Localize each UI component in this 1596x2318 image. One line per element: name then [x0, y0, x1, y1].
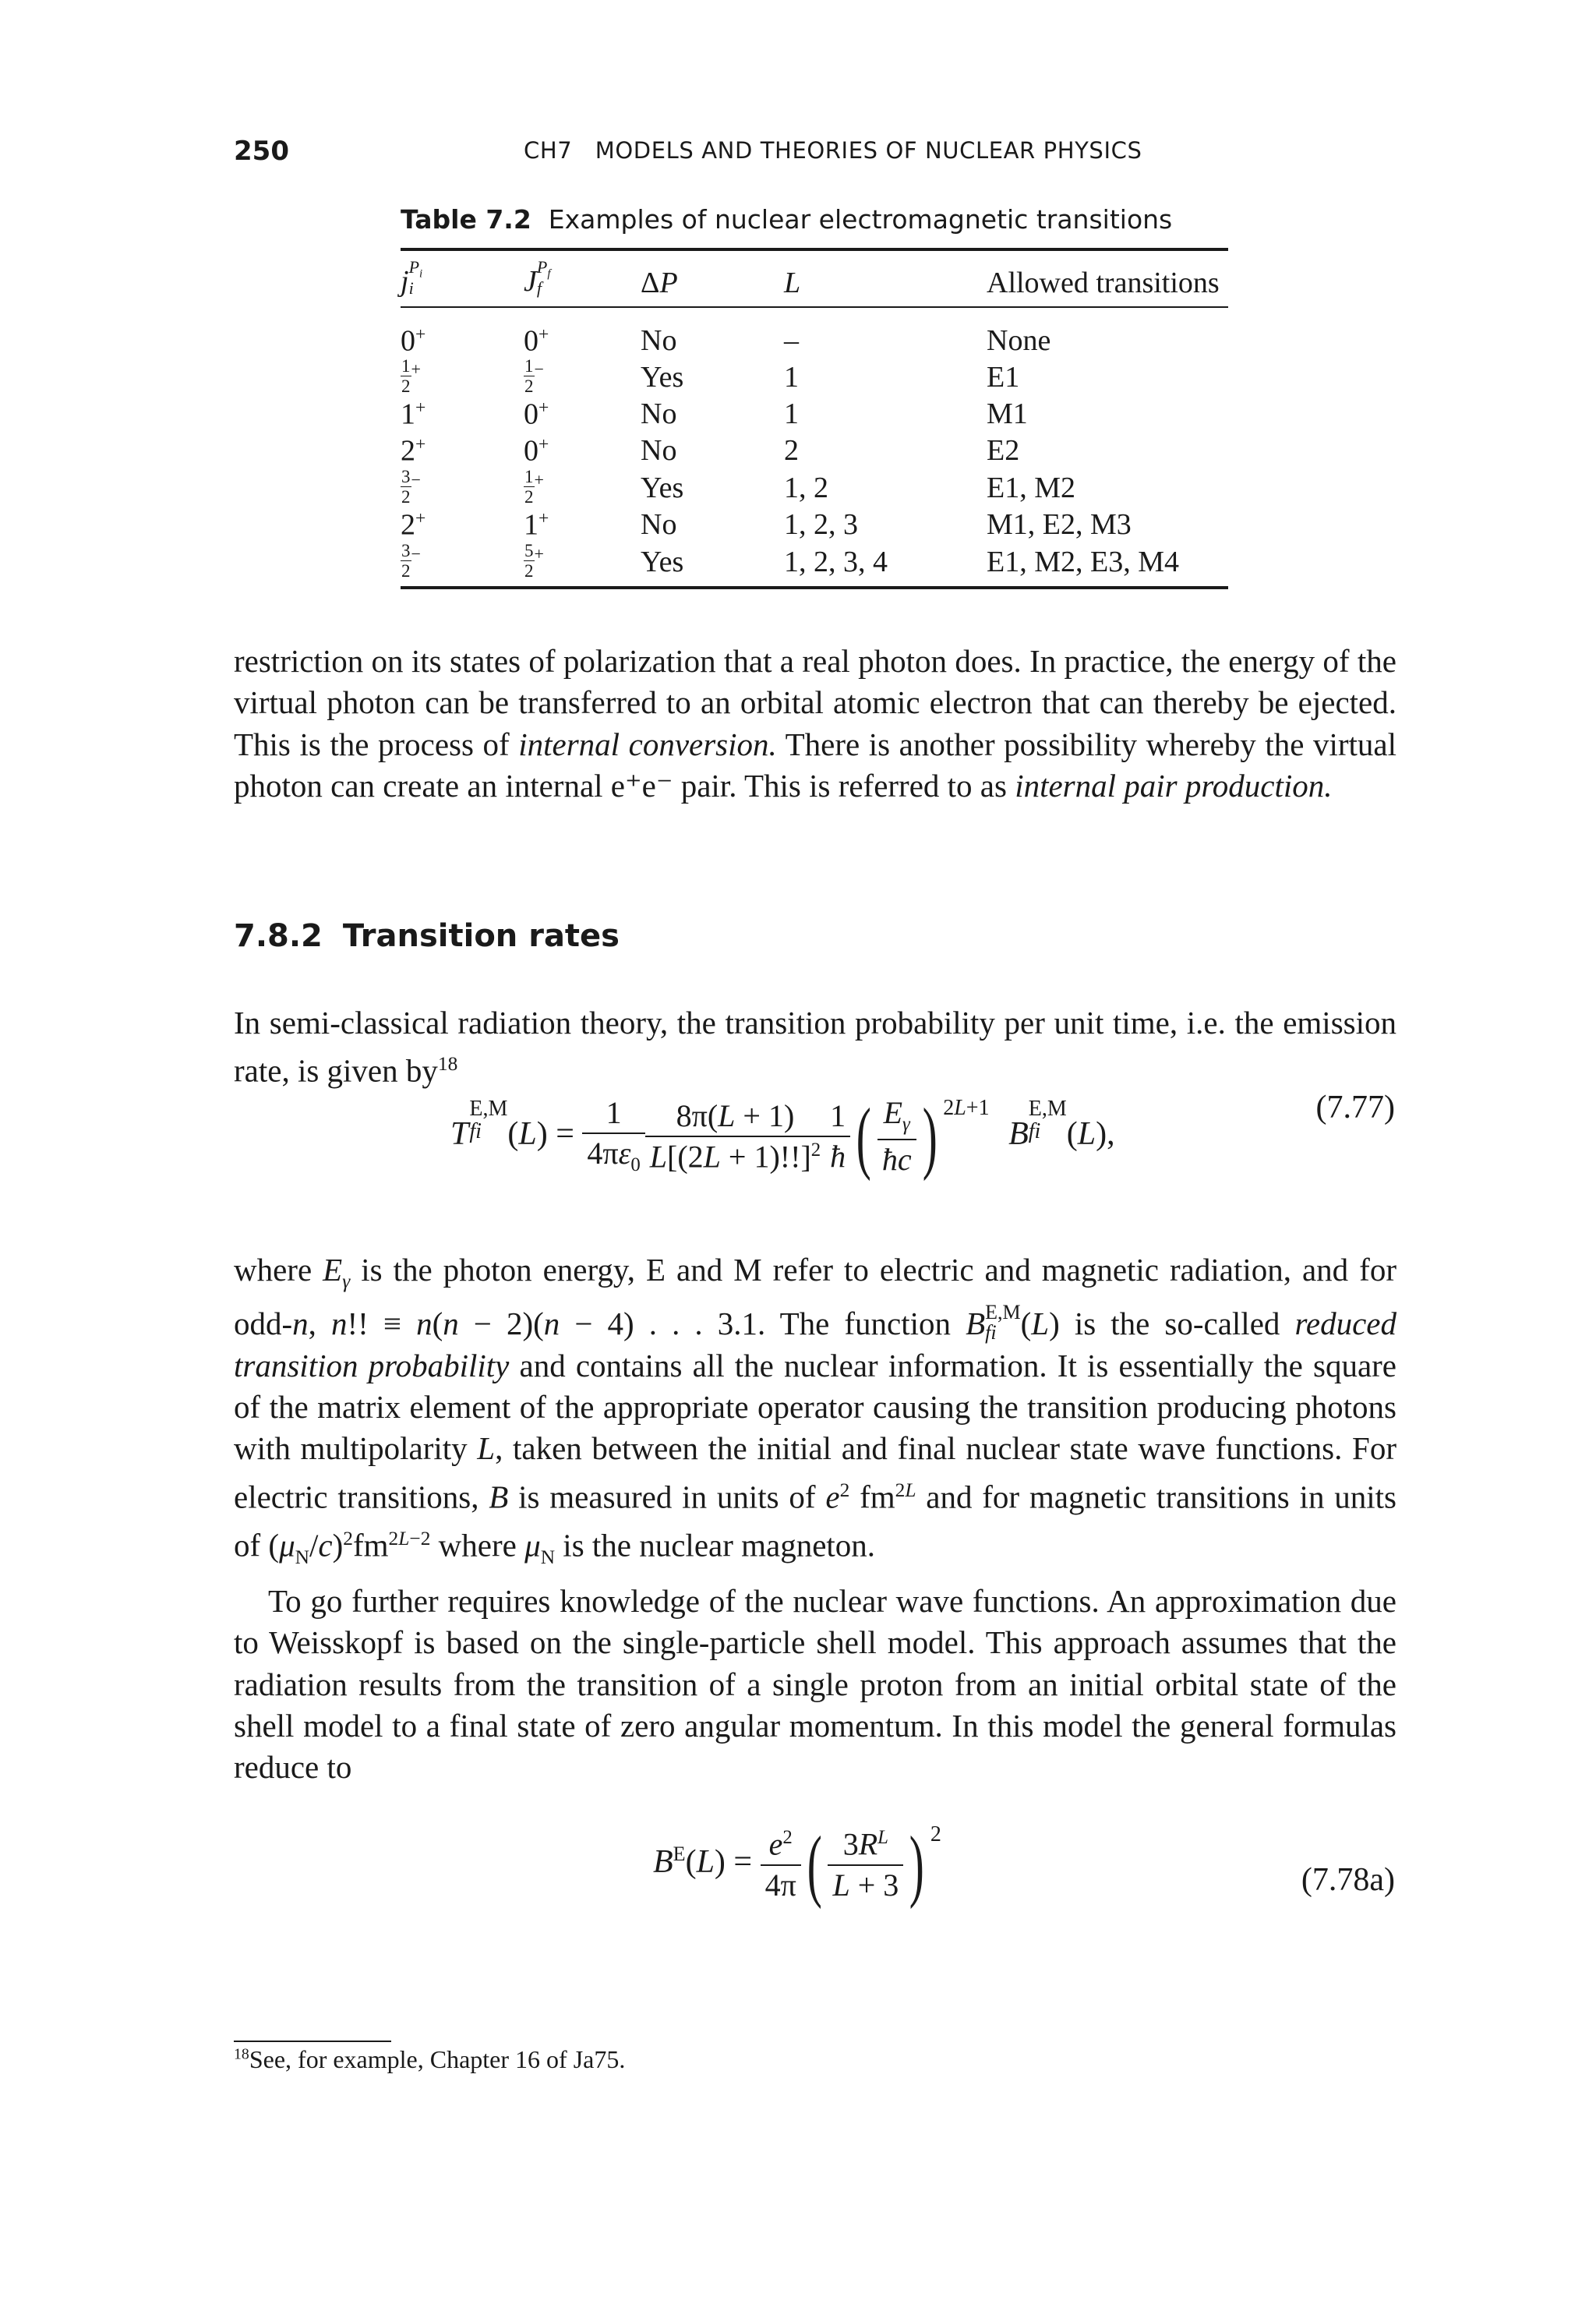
table-cell-allowed: E1	[987, 361, 1020, 394]
table-cell-dp: Yes	[641, 546, 684, 578]
paragraph-weisskopf: To go further requires knowledge of the nuclear wave functions. An approximation due to Weisskopf is based on the single-particle shell model. This approach assumes that the radiation results from the transition of a single proton from an initial orbital state of the shell model to a final state of zero angular momentum. In this model the general formulas reduce to	[234, 1583, 1396, 1786]
table-cell-allowed: M1, E2, M3	[987, 508, 1132, 541]
page-number: 250	[234, 136, 289, 167]
table-cell-ji: $\frac{1}{2}$ +	[401, 356, 421, 396]
section-title: Transition rates	[342, 918, 620, 954]
paragraph-emission-rate: In semi-classical radiation theory, the transition probability per unit time, i.e. the emission rate, is given $by^{18}$	[234, 1005, 1396, 1089]
table-cell-l: 1	[784, 398, 799, 430]
table-cell-dp: No	[641, 508, 677, 541]
table-top-rule	[401, 248, 1228, 251]
table-cell-jf: $\frac{1}{2}$ −	[524, 356, 544, 396]
table-cell-l: 1, 2	[784, 472, 828, 504]
footnote	[234, 2045, 625, 2074]
equation-number-7-78a: (7.78a)	[1301, 1862, 1395, 1898]
table-cell-allowed: E2	[987, 434, 1020, 467]
paragraph-internal-conversion: restriction on its states of polarization that a real photon does. In practice, the energy of the virtual photon can be transferred to an orbital atomic electron that can thereby be ejected. This is the process of internal conversion. There is another possibility whereby the virtual photon can create an internal e⁺e⁻ pair. This is referred to as internal pair production.	[234, 643, 1396, 804]
equation-number-7-77: (7.77)	[1315, 1090, 1395, 1125]
table-cell-ji: 2+	[401, 508, 426, 542]
table-label: Table 7.2	[401, 204, 531, 235]
table-title: Examples of nuclear electromagnetic transitions	[548, 204, 1173, 235]
table-cell-ji: 0+	[401, 324, 426, 358]
table-cell-dp: No	[641, 324, 677, 357]
table-cell-allowed: M1	[987, 398, 1028, 430]
table-cell-jf: $\frac{1}{2}$ +	[524, 467, 544, 507]
col-header-ji: $jP_i$ i	[401, 257, 423, 299]
table-cell-l: 1	[784, 361, 799, 394]
table-cell-ji: 1+	[401, 398, 426, 431]
table-cell-ji: $\frac{3}{2}$ −	[401, 541, 421, 581]
table-cell-allowed: E1, M2, E3, M4	[987, 546, 1179, 578]
section-number: 7.8.2	[234, 918, 323, 954]
col-header-dp: ΔP	[641, 267, 678, 299]
table-cell-jf: $\frac{5}{2}$ +	[524, 541, 544, 581]
table-cell-dp: Yes	[641, 361, 684, 394]
table-cell-allowed: E1, M2	[987, 472, 1075, 504]
footnote-ref: 18	[437, 1053, 458, 1076]
table-cell-jf: 0+	[524, 398, 549, 431]
col-header-l: L	[784, 267, 801, 299]
table-cell-l: 1, 2, 3	[784, 508, 858, 541]
footnote-text: See, for example, Chapter 16 of Ja75.	[249, 2045, 626, 2073]
col-header-allowed: Allowed transitions	[987, 267, 1220, 299]
table-caption	[401, 204, 1172, 235]
table-cell-ji: $\frac{3}{2}$ −	[401, 467, 421, 507]
paragraph-reduced-transition: where $E_\gamma$ is the photon energy, E and M refer to electric and magnetic radiation, and for odd-n, n!! ≡ n(n − 2)(n − 4) . . . 3.1. The function BE,M fi (L) is the so-called reduced transition probability and contains all the nuclear information. It is essentially the square of the matrix element of the appropriate operator causing the transition producing photons with multipolarity L, taken between the initial and final nuclear state wave functions. For electric transitions, B is measured in units of $e^2$ $fm^{2L}$ and for magnetic transitions in units of $(\mu_N/c)^2fm^{2L-2}$ where $\mu_N$ is the nuclear magneton.	[234, 1252, 1397, 1568]
table-head-rule	[401, 306, 1228, 308]
table-cell-jf: 0+	[524, 434, 549, 468]
table-bottom-rule	[401, 586, 1228, 589]
table-cell-dp: No	[641, 434, 677, 467]
table-cell-allowed: None	[987, 324, 1051, 357]
table-cell-jf: 0+	[524, 324, 549, 358]
col-header-jf: $JP_f$ f	[524, 257, 551, 299]
footnote-number: 18	[234, 2045, 249, 2063]
table-cell-dp: Yes	[641, 472, 684, 504]
equation-7-78a: $B^E(L)$ = $\frac{e^2}{4\pi}$ ( $\frac{3R^L}{L + 3}$ ) $^2$	[653, 1819, 941, 1910]
footnote-rule	[234, 2041, 391, 2042]
equation-7-77: TE,M fi (L) = $\frac{1}{4\pi\varepsilon_0}$ $\frac{8\pi(L + 1)}{L[(2L + 1)!!]^2}$ $\frac{1}{ħ}$ ( $\frac{E_\gamma}{ħc}$ ) $^{2L+1}$ BE,M fi (L),	[450, 1091, 1115, 1182]
table-cell-dp: No	[641, 398, 677, 430]
table-cell-l: –	[784, 324, 799, 357]
table-cell-l: 2	[784, 434, 799, 467]
table-cell-ji: 2+	[401, 434, 426, 468]
section-heading	[234, 918, 640, 954]
running-head: CH7 MODELS AND THEORIES OF NUCLEAR PHYSICS	[524, 137, 1142, 164]
table-cell-l: 1, 2, 3, 4	[784, 546, 888, 578]
table-cell-jf: 1+	[524, 508, 549, 542]
